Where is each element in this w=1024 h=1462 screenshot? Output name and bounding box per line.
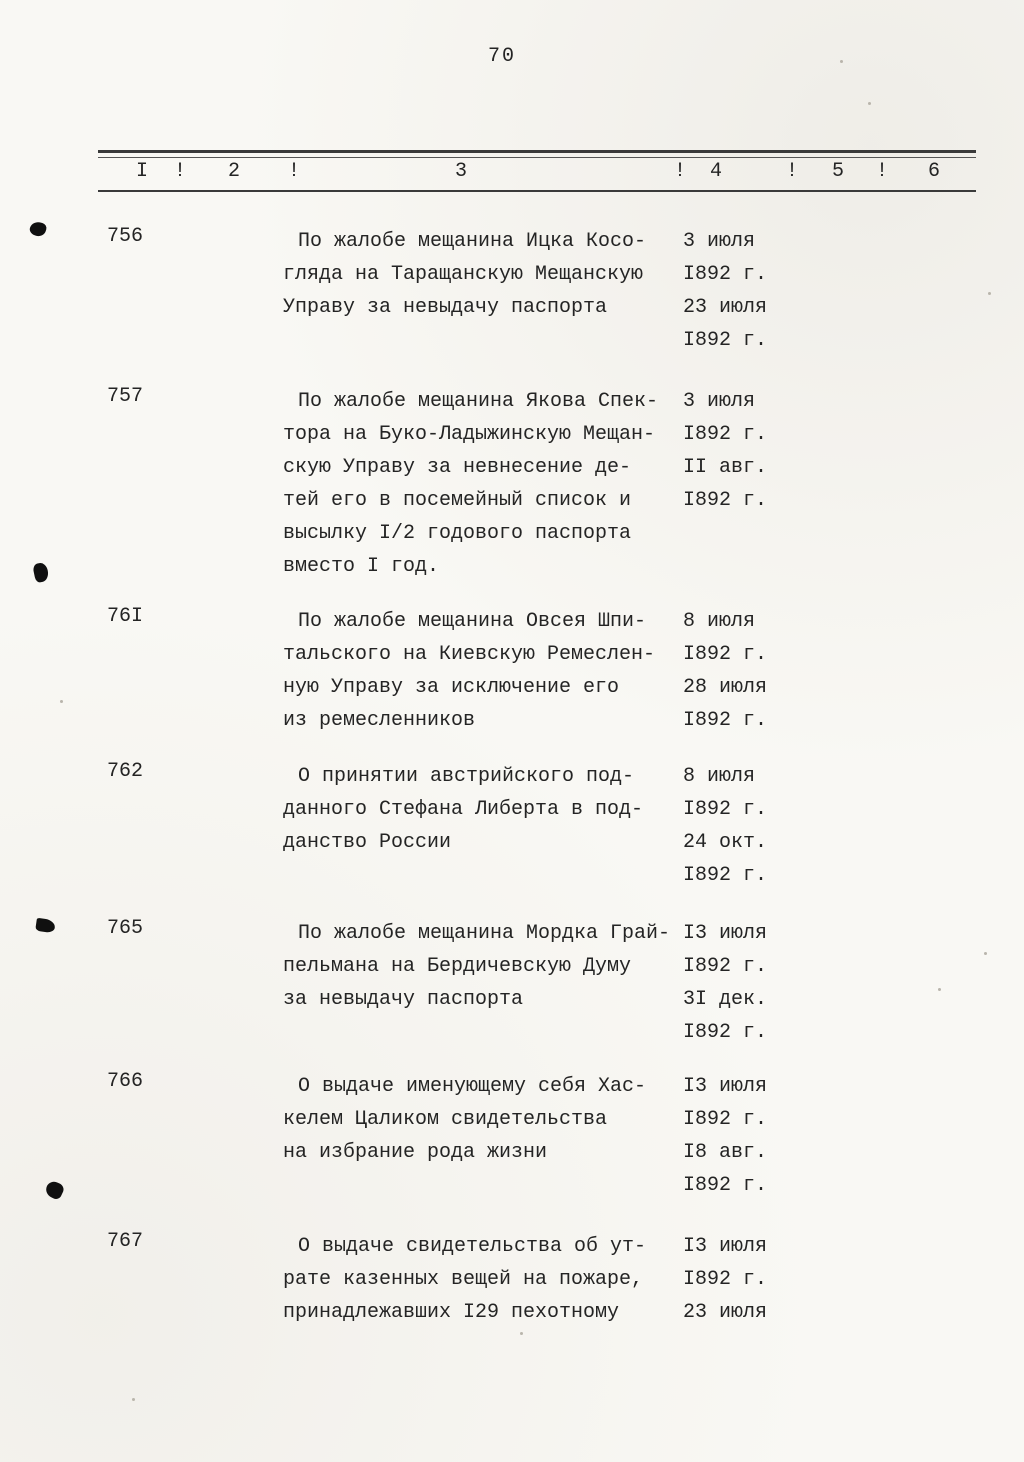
case-dates	[683, 605, 853, 737]
case-dates	[683, 385, 853, 517]
case-number: 756	[107, 225, 144, 248]
case-description-line: вместо I год.	[283, 555, 440, 578]
case-description-line: По жалобе мещанина Якова Спек-	[298, 390, 659, 413]
case-date-line: I892 г.	[683, 1108, 768, 1131]
case-date-line: I892 г.	[683, 864, 768, 887]
column-header-1: I	[136, 160, 149, 183]
case-date-line: I892 г.	[683, 798, 768, 821]
case-date-line: 8 июля	[683, 610, 756, 633]
case-dates	[683, 1230, 853, 1329]
case-date-line: I8 авг.	[683, 1141, 768, 1164]
case-number: 76I	[107, 605, 144, 628]
case-description-line: за невыдачу паспорта	[283, 988, 524, 1011]
case-description-line: пельмана на Бердичевскую Думу	[283, 955, 632, 978]
case-number: 757	[107, 385, 144, 408]
column-separator: !	[674, 160, 687, 183]
case-date-line: I3 июля	[683, 1235, 768, 1258]
header-rule-bottom	[98, 190, 976, 192]
ink-blot	[28, 220, 48, 238]
case-description-line: из ремесленников	[283, 709, 476, 732]
case-description-line: О принятии австрийского под-	[298, 765, 635, 788]
case-description-line: тей его в посемейный список и	[283, 489, 632, 512]
column-header-6: 6	[928, 160, 941, 183]
case-date-line: I892 г.	[683, 955, 768, 978]
case-description	[283, 917, 683, 1016]
column-header-4: 4	[710, 160, 723, 183]
case-description-line: По жалобе мещанина Мордка Грай-	[298, 922, 671, 945]
column-header-5: 5	[832, 160, 845, 183]
case-description	[283, 1070, 683, 1169]
case-dates	[683, 225, 853, 357]
case-date-line: 24 окт.	[683, 831, 768, 854]
speck	[60, 700, 63, 703]
case-description-line: гляда на Таращанскую Мещанскую	[283, 263, 644, 286]
case-description-line: келем Цаликом свидетельства	[283, 1108, 608, 1131]
case-dates	[683, 1070, 853, 1202]
column-separator: !	[174, 160, 187, 183]
case-description-line: скую Управу за невнесение де-	[283, 456, 632, 479]
ink-blot	[32, 562, 50, 583]
case-description-line: О выдаче свидетельства об ут-	[298, 1235, 647, 1258]
case-number: 765	[107, 917, 144, 940]
speck	[938, 988, 941, 991]
speck	[868, 102, 871, 105]
ink-blot	[43, 1179, 65, 1201]
case-description	[283, 225, 683, 324]
case-date-line: I892 г.	[683, 709, 768, 732]
case-date-line: I892 г.	[683, 423, 768, 446]
case-date-line: II авг.	[683, 456, 768, 479]
case-description-line: Управу за невыдачу паспорта	[283, 296, 608, 319]
case-dates	[683, 760, 853, 892]
speck	[520, 1332, 523, 1335]
speck	[132, 1398, 135, 1401]
case-date-line: 23 июля	[683, 1301, 768, 1324]
page-number: 70	[488, 45, 517, 68]
case-date-line: I892 г.	[683, 1268, 768, 1291]
case-description-line: тора на Буко-Ладыжинскую Мещан-	[283, 423, 656, 446]
case-description-line: на избрание рода жизни	[283, 1141, 548, 1164]
column-separator: !	[786, 160, 799, 183]
case-number: 766	[107, 1070, 144, 1093]
case-date-line: I892 г.	[683, 1021, 768, 1044]
column-separator: !	[288, 160, 301, 183]
case-date-line: 3 июля	[683, 390, 756, 413]
speck	[988, 292, 991, 295]
speck	[984, 952, 987, 955]
case-date-line: I892 г.	[683, 263, 768, 286]
case-description	[283, 385, 683, 583]
case-date-line: 23 июля	[683, 296, 768, 319]
column-header-2: 2	[228, 160, 241, 183]
case-description-line: данного Стефана Либерта в под-	[283, 798, 644, 821]
case-date-line: 28 июля	[683, 676, 768, 699]
case-number: 762	[107, 760, 144, 783]
case-date-line: I892 г.	[683, 489, 768, 512]
column-separator: !	[876, 160, 889, 183]
case-date-line: 3 июля	[683, 230, 756, 253]
case-description-line: высылку I/2 годового паспорта	[283, 522, 632, 545]
case-description-line: По жалобе мещанина Ицка Косо-	[298, 230, 647, 253]
case-description	[283, 605, 683, 737]
case-description	[283, 1230, 683, 1329]
case-description	[283, 760, 683, 859]
case-description-line: ную Управу за исключение его	[283, 676, 620, 699]
case-dates	[683, 917, 853, 1049]
header-rule-top	[98, 150, 976, 153]
case-description-line: По жалобе мещанина Овсея Шпи-	[298, 610, 647, 633]
case-description-line: тальского на Киевскую Ремеслен-	[283, 643, 656, 666]
case-description-line: принадлежавших I29 пехотному	[283, 1301, 620, 1324]
case-description-line: данство России	[283, 831, 452, 854]
case-number: 767	[107, 1230, 144, 1253]
case-date-line: I3 июля	[683, 922, 768, 945]
case-date-line: 3I дек.	[683, 988, 768, 1011]
case-description-line: рате казенных вещей на пожаре,	[283, 1268, 644, 1291]
case-date-line: I892 г.	[683, 643, 768, 666]
case-description-line: О выдаче именующему себя Хас-	[298, 1075, 647, 1098]
ink-blot	[35, 918, 56, 934]
case-date-line: I3 июля	[683, 1075, 768, 1098]
column-header-3: 3	[455, 160, 468, 183]
case-date-line: I892 г.	[683, 1174, 768, 1197]
header-rule-top-thin	[98, 157, 976, 158]
case-date-line: I892 г.	[683, 329, 768, 352]
speck	[840, 60, 843, 63]
case-date-line: 8 июля	[683, 765, 756, 788]
